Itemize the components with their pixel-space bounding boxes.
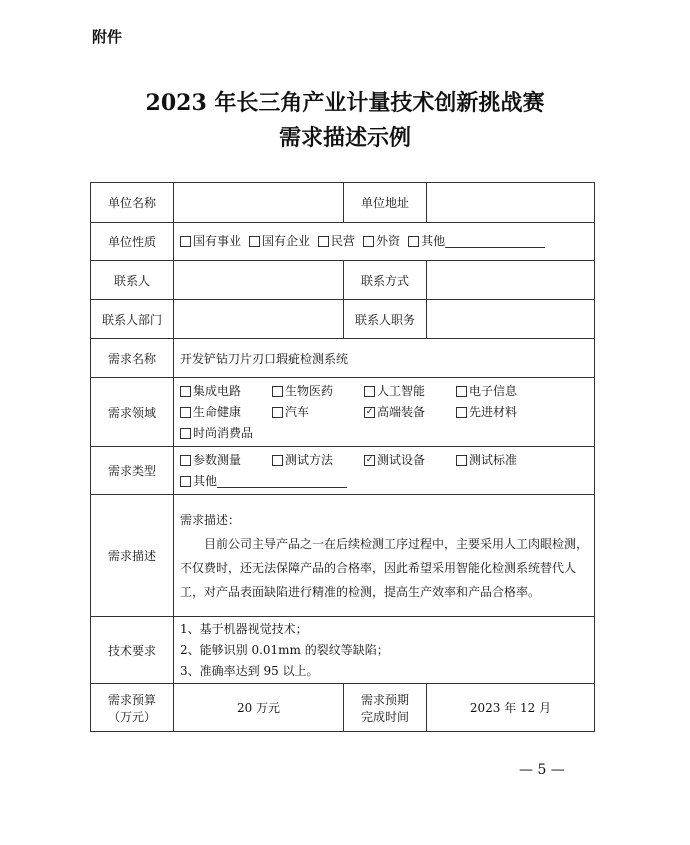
document-subtitle: 需求描述示例 [278,125,411,151]
checkbox-icon[interactable] [456,386,467,397]
checkbox-icon[interactable] [363,236,374,247]
checkbox-label: 民营 [331,234,356,248]
checkbox-icon[interactable] [364,386,375,397]
checkbox-option[interactable] [456,381,548,402]
checkbox-icon[interactable] [249,236,260,247]
checkbox-label: 测试设备 [377,452,426,467]
page-number: — 5 — [519,762,565,778]
checkbox-label: 电子信息 [469,383,518,398]
checkbox-option[interactable] [272,450,364,471]
checkbox-label: 生物医药 [285,383,334,398]
tech-req-cell[interactable] [174,617,595,684]
checkbox-icon[interactable] [180,455,191,466]
contact-dept-label: 联系人部门 [91,300,174,339]
row-budget [91,684,595,732]
checkbox-icon[interactable] [272,455,283,466]
checkbox-option[interactable] [364,450,456,471]
checked-box-icon[interactable]: ✓ [365,406,374,417]
checkbox-label: 汽车 [285,404,310,419]
demand-type-label: 需求类型 [91,447,174,495]
checkbox-option[interactable] [408,231,545,252]
checkbox-icon[interactable] [180,476,191,487]
budget-value[interactable]: 20 万元 [174,684,344,732]
unit-name-field[interactable] [174,183,344,223]
completion-label: 需求预期 完成时间 [344,684,427,732]
checkbox-option[interactable] [180,471,347,492]
checkbox-option[interactable] [272,381,364,402]
checkbox-icon[interactable] [408,236,419,247]
checkbox-icon[interactable] [180,386,191,397]
other-blank-line[interactable] [445,235,545,248]
demand-desc-text: 目前公司主导产品之一在后续检测工序过程中，主要采用人工肉眼检测，不仅费时，还无法保障产品的合格率，因此希望采用智能化检测系统替代人工，对产品表面缺陷进行精准的检测，提高生产效率和产品合格率。 [180,536,589,599]
contact-field[interactable] [174,261,344,300]
checkbox-label: 集成电路 [193,383,242,398]
checkbox-option[interactable] [456,450,548,471]
tech-req-item: 3、准确率达到 95 以上。 [180,663,319,678]
checkbox-option[interactable] [180,381,272,402]
checkbox-icon[interactable] [456,407,467,418]
checkbox-option[interactable] [363,231,400,252]
checkbox-label: 外资 [376,234,401,248]
checkbox-option[interactable] [456,402,548,423]
demand-desc-cell[interactable] [174,495,595,617]
row-unit-name [91,183,595,223]
checkbox-label: 生命健康 [193,404,242,419]
contact-method-field[interactable] [427,261,595,300]
checkbox-icon[interactable] [272,386,283,397]
checkbox-option[interactable] [272,402,364,423]
checkbox-option[interactable] [364,381,456,402]
checkbox-option[interactable] [318,231,355,252]
tech-req-item: 2、能够识别 0.01mm 的裂纹等缺陷； [180,642,389,657]
checked-box-icon[interactable]: ✓ [365,454,374,465]
checkbox-option[interactable] [180,402,272,423]
tech-req-label: 技术要求 [91,617,174,684]
budget-label: 需求预算 （万元） [91,684,174,732]
checkbox-option[interactable] [249,231,310,252]
row-demand-name [91,339,595,378]
demand-desc-label: 需求描述 [91,495,174,617]
checkbox-icon[interactable] [180,428,191,439]
checkbox-option[interactable] [180,423,272,444]
row-tech-req [91,617,595,684]
contact-label: 联系人 [91,261,174,300]
row-demand-desc [91,495,595,617]
checkbox-icon[interactable] [180,407,191,418]
checkbox-label: 参数测量 [193,452,242,467]
checkbox-label: 其他 [193,473,218,488]
contact-method-label: 联系方式 [344,261,427,300]
checkbox-label: 测试方法 [285,452,334,467]
row-contact [91,261,595,300]
checkbox-label: 测试标准 [469,452,518,467]
attachment-label: 附件 [92,28,123,46]
checkbox-label: 先进材料 [469,404,518,419]
document-title: 2023 年长三角产业计量技术创新挑战赛 [145,90,545,116]
row-demand-field [91,378,595,447]
checkbox-option[interactable] [180,231,241,252]
checkbox-label: 国有企业 [262,234,311,248]
checkbox-icon[interactable] [180,236,191,247]
contact-position-field[interactable] [427,300,595,339]
row-unit-nature [91,223,595,261]
contact-dept-field[interactable] [174,300,344,339]
checkbox-label: 高端装备 [377,404,426,419]
demand-field-options [174,378,595,447]
demand-form-table [90,182,595,732]
checkbox-label: 其他 [421,234,446,248]
row-demand-type [91,447,595,495]
checkbox-option[interactable] [180,450,272,471]
row-contact-dept [91,300,595,339]
other-blank-line[interactable] [217,475,347,488]
checkbox-icon[interactable] [318,236,329,247]
checkbox-label: 时尚消费品 [193,425,254,440]
checkbox-icon[interactable] [272,407,283,418]
unit-name-label: 单位名称 [91,183,174,223]
checkbox-label: 国有事业 [193,234,242,248]
contact-position-label: 联系人职务 [344,300,427,339]
unit-nature-label: 单位性质 [91,223,174,261]
demand-name-label: 需求名称 [91,339,174,378]
unit-address-field[interactable] [427,183,595,223]
unit-address-label: 单位地址 [344,183,427,223]
checkbox-option[interactable] [364,402,456,423]
demand-name-value[interactable]: 开发铲钻刀片刃口瑕疵检测系统 [174,339,595,378]
tech-req-item: 1、基于机器视觉技术； [180,621,308,636]
completion-value[interactable]: 2023 年 12 月 [427,684,595,732]
demand-type-options [174,447,595,495]
unit-nature-options [174,223,595,261]
checkbox-label: 人工智能 [377,383,426,398]
demand-desc-heading: 需求描述： [180,512,241,527]
demand-field-label: 需求领域 [91,378,174,447]
checkbox-icon[interactable] [456,455,467,466]
